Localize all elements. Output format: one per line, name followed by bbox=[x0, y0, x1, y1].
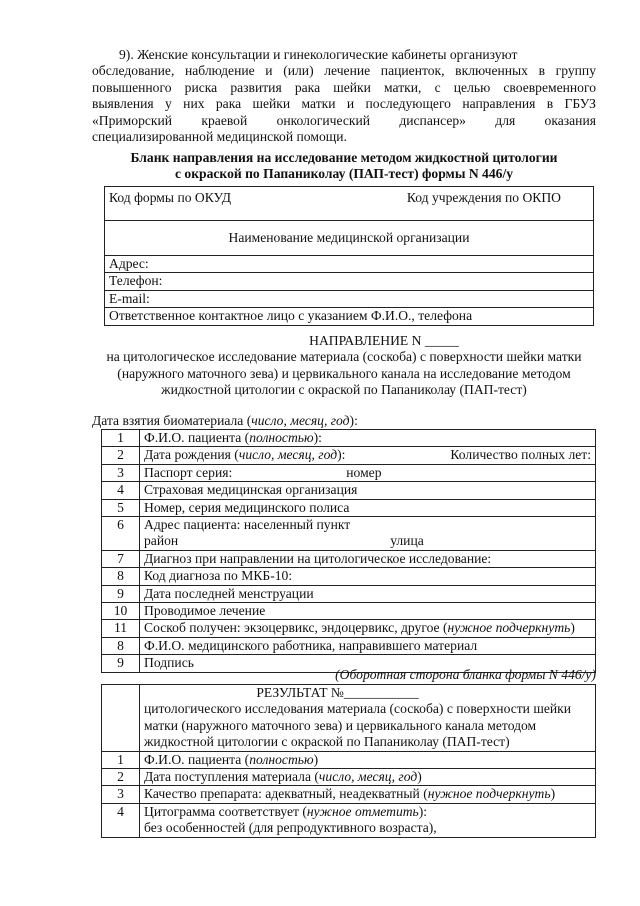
form-title bbox=[92, 150, 596, 183]
table-row bbox=[102, 499, 596, 516]
referral-line-2: (наружного маточного зева) и цервикального канала на исследование методом bbox=[117, 365, 571, 381]
result-line-3: жидкостной цитологии с окраской по Папаниколау (ПАП-тест) bbox=[144, 734, 510, 750]
intro-line-6: специализированной медицинской помощи. bbox=[92, 129, 347, 145]
table-row bbox=[102, 482, 596, 499]
row-text: Страховая медицинская организация bbox=[140, 482, 596, 499]
reverse-side-note: (Оборотная сторона бланка формы N 446/у) bbox=[335, 667, 596, 682]
date-taken-end: ): bbox=[349, 413, 358, 428]
row-text: Номер, серия медицинского полиса bbox=[140, 499, 596, 516]
form-title-line-1: Бланк направления на исследование методом жидкостной цитологии bbox=[130, 150, 558, 165]
date-taken-label: Дата взятия биоматериала ( bbox=[92, 413, 252, 428]
row-text: Цитограмма соответствует (нужное отметить): без особенностей (для репродуктивного возраста), bbox=[140, 803, 596, 837]
intro-line-3: повышенного риска развития рака шейки матки, с целью своевременного bbox=[92, 79, 596, 95]
row-text: Дата рождения (число, месяц, год): Количество полных лет: bbox=[140, 447, 596, 464]
full-years-label: Количество полных лет: bbox=[450, 447, 591, 463]
result-header-cell bbox=[140, 685, 596, 752]
header-table bbox=[104, 186, 594, 326]
table-row bbox=[102, 637, 596, 654]
intro-paragraph bbox=[92, 47, 596, 145]
row-text: Ф.И.О. медицинского работника, направившего материал bbox=[140, 637, 596, 654]
row-number-empty bbox=[102, 685, 140, 752]
row-text: Качество препарата: адекватный, неадекватный (нужное подчеркнуть) bbox=[140, 786, 596, 803]
phone-cell: Телефон: bbox=[105, 273, 594, 290]
table-row bbox=[102, 769, 596, 786]
row-number: 1 bbox=[102, 751, 140, 768]
row-text: Дата последней менструации bbox=[140, 585, 596, 602]
date-taken-hint: число, месяц, год bbox=[251, 413, 350, 428]
row-number: 2 bbox=[102, 447, 140, 464]
intro-line-5: «Приморский краевой онкологический диспансер» для оказания bbox=[92, 112, 596, 128]
intro-line-1: 9). Женские консультации и гинекологические кабинеты организуют bbox=[119, 47, 518, 62]
result-table bbox=[101, 684, 596, 838]
row-number: 10 bbox=[102, 603, 140, 620]
table-row bbox=[102, 786, 596, 803]
street-label: улица bbox=[390, 533, 424, 549]
row-number: 8 bbox=[102, 568, 140, 585]
table-row bbox=[102, 430, 596, 447]
row-text: Проводимое лечение bbox=[140, 603, 596, 620]
row-number: 3 bbox=[102, 464, 140, 481]
referral-heading bbox=[92, 333, 596, 399]
address-cell: Адрес: bbox=[105, 256, 594, 273]
result-line-2: матки (наружного маточного зева) и цервикального канала методом bbox=[144, 717, 537, 733]
passport-number-label: номер bbox=[346, 464, 382, 480]
intro-line-4: выявления у них рака шейки матки и последующего направления в ГБУЗ bbox=[92, 96, 596, 112]
intro-line-2: обследование, наблюдение и (или) лечение пациенток, включенных в группу bbox=[92, 63, 596, 79]
table-row bbox=[102, 803, 596, 837]
row-number: 2 bbox=[102, 769, 140, 786]
form-title-line-2: с окраской по Папаниколау (ПАП-тест) формы N 446/у bbox=[174, 166, 514, 182]
row-number: 9 bbox=[102, 655, 140, 672]
row-text: Дата поступления материала (число, месяц, год) bbox=[140, 769, 596, 786]
row-number: 11 bbox=[102, 620, 140, 637]
table-row bbox=[102, 464, 596, 481]
referral-line-1: на цитологическое исследование материала (соскоба) с поверхности шейки матки bbox=[106, 349, 582, 365]
date-taken bbox=[92, 413, 358, 429]
result-line-1: цитологического исследования материала (соскоба) с поверхности шейки bbox=[144, 701, 572, 717]
intro-line bbox=[92, 47, 596, 63]
row-number: 6 bbox=[102, 517, 140, 551]
table-row bbox=[102, 447, 596, 464]
table-row bbox=[102, 620, 596, 637]
row-number: 7 bbox=[102, 550, 140, 567]
table-row bbox=[102, 550, 596, 567]
result-title: РЕЗУЛЬТАТ №___________ bbox=[256, 685, 419, 700]
table-row bbox=[102, 568, 596, 585]
okpo-label: Код учреждения по ОКПО bbox=[406, 190, 561, 205]
row-text: Соскоб получен: экзоцервикс, эндоцервикс, другое (нужное подчеркнуть) bbox=[140, 620, 596, 637]
row-text: Паспорт серия: номер bbox=[140, 464, 596, 481]
row-number: 1 bbox=[102, 430, 140, 447]
email-cell: E-mail: bbox=[105, 290, 594, 307]
row-number: 9 bbox=[102, 585, 140, 602]
row-text: Код диагноза по МКБ-10: bbox=[140, 568, 596, 585]
row-number: 8 bbox=[102, 637, 140, 654]
row-text: Ф.И.О. пациента (полностью): bbox=[140, 430, 596, 447]
referral-line-3: жидкостной цитологии с окраской по Папаниколау (ПАП-тест) bbox=[161, 382, 527, 398]
result-header-row bbox=[102, 685, 596, 752]
table-row bbox=[102, 585, 596, 602]
contact-person-cell: Ответственное контактное лицо с указанием Ф.И.О., телефона bbox=[105, 308, 594, 325]
org-name-cell bbox=[105, 221, 594, 256]
row-text: Ф.И.О. пациента (полностью) bbox=[140, 751, 596, 768]
table-row bbox=[102, 751, 596, 768]
okud-label: Код формы по ОКУД bbox=[109, 190, 232, 205]
table-row bbox=[102, 603, 596, 620]
row-number: 5 bbox=[102, 499, 140, 516]
row-text: Подпись bbox=[140, 655, 596, 672]
table-row bbox=[102, 517, 596, 551]
org-name-label: Наименование медицинской организации bbox=[228, 230, 470, 245]
okud-cell bbox=[105, 187, 594, 221]
row-number: 4 bbox=[102, 482, 140, 499]
referral-table bbox=[101, 429, 596, 673]
row-number: 4 bbox=[102, 803, 140, 837]
row-number: 3 bbox=[102, 786, 140, 803]
row-text: Адрес пациента: населенный пункт район улица bbox=[140, 517, 596, 551]
row-text: Диагноз при направлении на цитологическое исследование: bbox=[140, 550, 596, 567]
referral-title: НАПРАВЛЕНИЕ N _____ bbox=[309, 333, 459, 348]
